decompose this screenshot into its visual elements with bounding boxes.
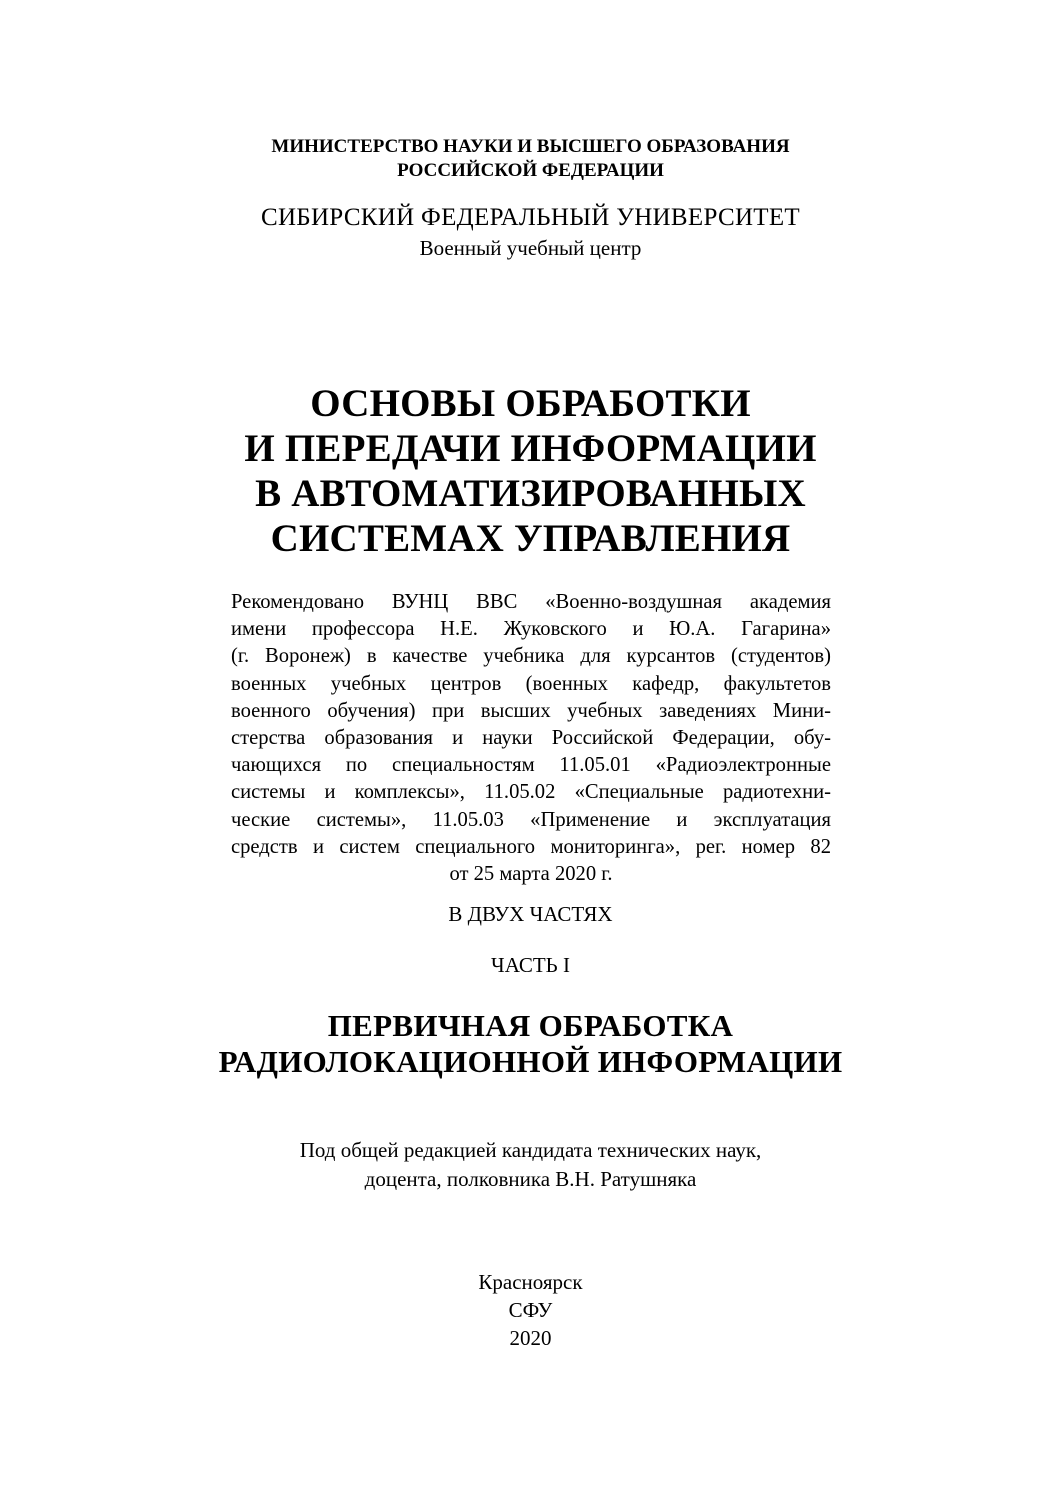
recommendation-line: ческие системы», 11.05.03 «Применение и эксплуатация xyxy=(231,808,831,831)
recommendation-paragraph xyxy=(231,589,831,888)
editor-line-2: доцента, полковника В.Н. Ратушняка xyxy=(364,1167,697,1191)
university-unit: Военный учебный центр xyxy=(419,236,642,260)
imprint xyxy=(0,1268,1061,1352)
recommendation-line: средств и систем специального мониторинга», рег. номер 82 xyxy=(231,835,831,858)
book-title-line: В АВТОМАТИЗИРОВАННЫХ xyxy=(255,472,806,515)
part-title-line: ПЕРВИЧНАЯ ОБРАБОТКА xyxy=(327,1008,734,1043)
part-title xyxy=(0,1008,1061,1080)
university-name: СИБИРСКИЙ ФЕДЕРАЛЬНЫЙ УНИВЕРСИТЕТ xyxy=(260,204,801,231)
recommendation-line: стерства образования и науки Российской Федерации, обу- xyxy=(231,727,831,750)
book-title-line: СИСТЕМАХ УПРАВЛЕНИЯ xyxy=(270,517,791,560)
editor-credit xyxy=(0,1136,1061,1194)
part-title-line: РАДИОЛОКАЦИОННОЙ ИНФОРМАЦИИ xyxy=(218,1044,843,1079)
recommendation-line: военных учебных центров (военных кафедр, факультетов xyxy=(231,672,831,695)
ministry-line-1: МИНИСТЕРСТВО НАУКИ И ВЫСШЕГО ОБРАЗОВАНИЯ xyxy=(271,136,790,157)
editor-line-1: Под общей редакцией кандидата технических наук, xyxy=(299,1138,762,1162)
ministry-header xyxy=(0,135,1061,183)
recommendation-line: военного обучения) при высших учебных заведениях Мини- xyxy=(231,699,831,722)
imprint-year: 2020 xyxy=(509,1326,552,1350)
book-title-line: И ПЕРЕДАЧИ ИНФОРМАЦИИ xyxy=(244,427,817,470)
recommendation-line: от 25 марта 2020 г. xyxy=(449,863,613,886)
imprint-city: Красноярск xyxy=(478,1270,583,1294)
part-number: ЧАСТЬ I xyxy=(491,953,570,977)
ministry-line-2: РОССИЙСКОЙ ФЕДЕРАЦИИ xyxy=(397,160,664,181)
book-title-line: ОСНОВЫ ОБРАБОТКИ xyxy=(310,382,751,425)
recommendation-line: чающихся по специальностям 11.05.01 «Радиоэлектронные xyxy=(231,754,831,777)
recommendation-line: (г. Воронеж) в качестве учебника для курсантов (студентов) xyxy=(231,645,831,668)
recommendation-line: имени профессора Н.Е. Жуковского и Ю.А. Гагарина» xyxy=(231,618,831,641)
book-title xyxy=(0,381,1061,561)
parts-count: В ДВУХ ЧАСТЯХ xyxy=(448,902,613,926)
recommendation-line: Рекомендовано ВУНЦ ВВС «Военно-воздушная академия xyxy=(231,591,831,613)
recommendation-line: системы и комплексы», 11.05.02 «Специальные радиотехни- xyxy=(231,781,831,804)
imprint-publisher: СФУ xyxy=(508,1298,553,1322)
